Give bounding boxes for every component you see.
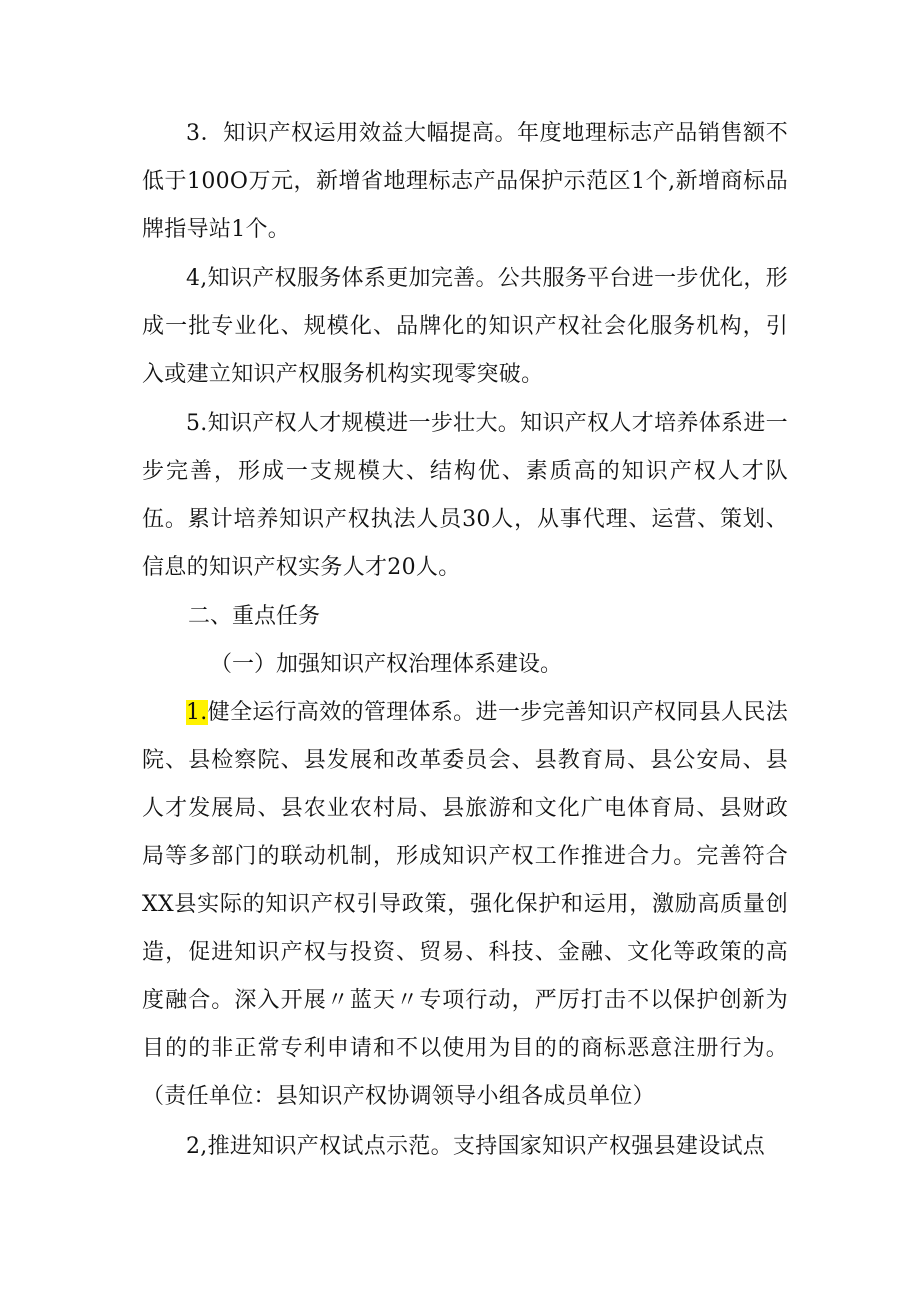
item-1-text: 健全运行高效的管理体系。进一步完善知识产权同县人民法院、县检察院、县发展和改革委员会、县教育局、县公安局、县人才发展局、县农业农村局、县旅游和文化广电体育局、县财政局等多部门的联动机制，形成知识产权工作推进合力。完善符合XX县实际的知识产权引导政策，强化保护和运用，激励高质量创造，促进知识产权与投资、贸易、科技、金融、文化等政策的高度融合。深入开展〃蓝天〃专项行动，严厉打击不以保护创新为目的的非正常专利申请和不以使用为目的的商标恶意注册行为。（责任单位：县知识产权协调领导小组各成员单位）: [142, 700, 788, 1109]
item-1-paragraph: [142, 689, 788, 1121]
paragraph-ip-service-system: 4,知识产权服务体系更加完善。公共服务平台进一步优化，形成一批专业化、规模化、品牌化的知识产权社会化服务机构，引入或建立知识产权服务机构实现零突破。: [142, 266, 788, 387]
paragraph-ip-utilization: 3．知识产权运用效益大幅提高。年度地理标志产品销售额不低于100O万元，新增省地理标志产品保护示范区1个,新增商标品牌指导站1个。: [142, 121, 788, 242]
item-2-paragraph: 2,推进知识产权试点示范。支持国家知识产权强县建设试点: [186, 1134, 766, 1159]
subsection-heading: （一）加强知识产权治理体系建设。: [210, 652, 563, 677]
paragraph-ip-talent: 5.知识产权人才规模进一步壮大。知识产权人才培养体系进一步完善，形成一支规模大、结构优、素质高的知识产权人才队伍。累计培养知识产权执法人员30人，从事代理、运营、策划、信息的知识产权实务人才20人。: [142, 411, 788, 580]
section-heading: 二、重点任务: [188, 604, 321, 629]
item-1-number-highlight: 1.: [186, 700, 208, 725]
